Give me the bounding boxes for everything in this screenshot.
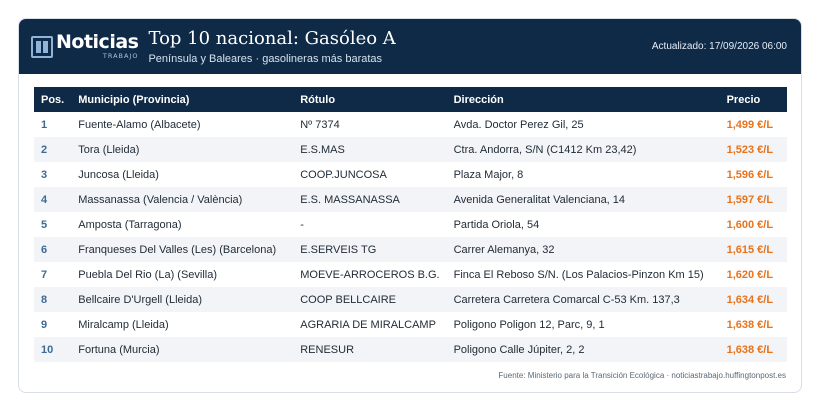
cell-direccion: Carretera Carretera Comarcal C-53 Km. 137,3 <box>453 293 680 306</box>
cell-precio: 1,620 €/L <box>726 268 774 281</box>
table-row <box>34 287 787 312</box>
column-header-precio: Precio <box>726 93 761 106</box>
cell-precio: 1,615 €/L <box>726 243 774 256</box>
cell-direccion: Partida Oriola, 54 <box>453 218 540 231</box>
cell-pos: 8 <box>41 293 48 306</box>
cell-pos: 7 <box>41 268 48 281</box>
logo-word: Noticias <box>56 31 139 54</box>
cell-pos: 4 <box>41 193 48 206</box>
column-header-pos: Pos. <box>41 93 65 106</box>
column-header-direccion: Dirección <box>453 93 504 106</box>
cell-direccion: Plaza Major, 8 <box>453 168 524 181</box>
cell-direccion: Avenida Generalitat Valenciana, 14 <box>453 193 626 206</box>
ranking-card <box>18 18 802 393</box>
updated-timestamp: Actualizado: 17/09/2026 06:00 <box>651 41 787 52</box>
cell-rotulo: E.S. MASSANASSA <box>300 193 400 206</box>
cell-municipio: Fortuna (Murcia) <box>78 343 160 356</box>
cell-municipio: Fuente-Alamo (Albacete) <box>78 118 201 131</box>
logo-text <box>56 33 138 60</box>
cell-municipio: Amposta (Tarragona) <box>78 218 182 231</box>
cell-direccion: Avda. Doctor Perez Gil, 25 <box>453 118 584 131</box>
table-row <box>34 312 787 337</box>
cell-municipio: Puebla Del Rio (La) (Sevilla) <box>78 268 218 281</box>
table-row <box>34 262 787 287</box>
cell-pos: 10 <box>41 343 54 356</box>
table-row <box>34 212 787 237</box>
cell-direccion: Poligono Calle Júpiter, 2, 2 <box>453 343 585 356</box>
cell-rotulo: - <box>300 218 304 231</box>
cell-direccion: Poligono Poligon 12, Parc, 9, 1 <box>453 318 605 331</box>
cell-precio: 1,597 €/L <box>726 193 774 206</box>
source-footer: Fuente: Ministerio para la Transición Ecológica · noticiastrabajo.huffingtonpost.es <box>498 371 786 380</box>
cell-municipio: Tora (Lleida) <box>78 143 140 156</box>
cell-municipio: Juncosa (Lleida) <box>78 168 159 181</box>
cell-pos: 1 <box>41 118 48 131</box>
cell-rotulo: COOP.JUNCOSA <box>300 168 387 181</box>
cell-rotulo: RENESUR <box>300 343 355 356</box>
page-title: Top 10 nacional: Gasóleo A <box>148 28 396 49</box>
cell-rotulo: MOEVE-ARROCEROS B.G. <box>300 268 440 281</box>
table-row <box>34 187 787 212</box>
cell-precio: 1,596 €/L <box>726 168 774 181</box>
cell-rotulo: COOP BELLCAIRE <box>300 293 397 306</box>
column-header-municipio: Municipio (Provincia) <box>78 93 190 106</box>
table-row <box>34 112 787 137</box>
logo-n-icon <box>31 36 53 58</box>
page-subtitle: Península y Baleares · gasolineras más baratas <box>148 53 383 65</box>
cell-rotulo: E.S.MAS <box>300 143 345 156</box>
cell-pos: 6 <box>41 243 48 256</box>
cell-pos: 5 <box>41 218 48 231</box>
table-body <box>34 112 787 362</box>
cell-rotulo: E.SERVEIS TG <box>300 243 377 256</box>
table-row <box>34 137 787 162</box>
card-header <box>19 19 801 74</box>
table-header-row <box>34 87 787 112</box>
cell-pos: 9 <box>41 318 48 331</box>
table-row <box>34 237 787 262</box>
cell-pos: 3 <box>41 168 48 181</box>
cell-municipio: Miralcamp (Lleida) <box>78 318 169 331</box>
cell-precio: 1,638 €/L <box>726 343 774 356</box>
cell-direccion: Finca El Reboso S/N. (Los Palacios-Pinzon Km 15) <box>453 268 704 281</box>
cell-precio: 1,600 €/L <box>726 218 774 231</box>
cell-direccion: Ctra. Andorra, S/N (C1412 Km 23,42) <box>453 143 637 156</box>
ranking-table <box>34 87 787 362</box>
table-row <box>34 162 787 187</box>
noticias-trabajo-logo[interactable] <box>31 27 138 67</box>
cell-rotulo: AGRARIA DE MIRALCAMP <box>300 318 436 331</box>
cell-municipio: Bellcaire D'Urgell (Lleida) <box>78 293 202 306</box>
table-header <box>34 87 787 112</box>
header-titles <box>148 28 395 65</box>
cell-precio: 1,523 €/L <box>726 143 774 156</box>
cell-municipio: Franqueses Del Valles (Les) (Barcelona) <box>78 243 277 256</box>
cell-rotulo: Nº 7374 <box>300 118 340 131</box>
cell-municipio: Massanassa (Valencia / València) <box>78 193 243 206</box>
cell-pos: 2 <box>41 143 48 156</box>
cell-precio: 1,499 €/L <box>726 118 774 131</box>
logo-sub: TRABAJO <box>102 52 139 61</box>
table-row <box>34 337 787 362</box>
cell-direccion: Carrer Alemanya, 32 <box>453 243 555 256</box>
column-header-rotulo: Rótulo <box>300 93 336 106</box>
cell-precio: 1,634 €/L <box>726 293 774 306</box>
cell-precio: 1,638 €/L <box>726 318 774 331</box>
